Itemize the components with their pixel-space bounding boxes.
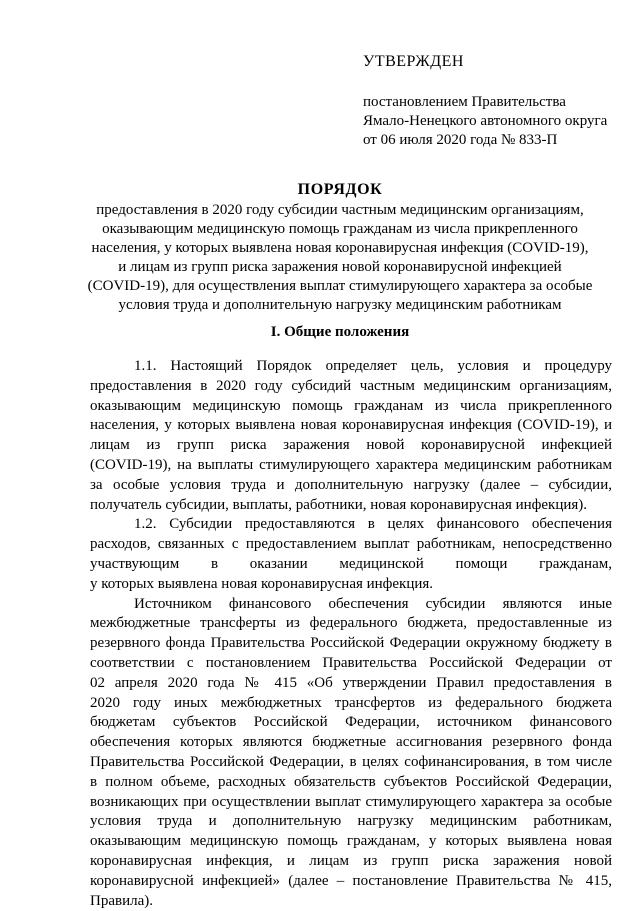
subtitle-line: предоставления в 2020 году субсидии частным медицинским организациям, <box>96 202 584 218</box>
text-line: предоставления в 2020 году субсидий частным медицинским организациям, <box>90 377 612 394</box>
text-line: лицам из групп риска заражения новой коронавирусной инфекцией <box>90 437 612 454</box>
text-line: получатель субсидии, выплаты, работники, новая коронавирусная инфекция). <box>90 496 588 513</box>
text-line: бюджетам субъектов Российской Федерации, источником финансового <box>90 714 612 731</box>
paragraph-funding-source <box>90 595 612 911</box>
text-line: 2020 году иных межбюджетных трансфертов из федерального бюджета <box>90 694 612 711</box>
text-line: резервного фонда Правительства Российской Федерации окружному бюджету в <box>90 635 612 652</box>
subtitle-line: населения, у которых выявлена новая коронавирусная инфекция (COVID-19), <box>91 240 589 256</box>
text-line: Источником финансового обеспечения субсидии являются иные <box>134 595 612 612</box>
text-line: Правительства Российской Федерации, в целях софинансирования, в том числе <box>90 753 612 770</box>
subtitle-line: оказывающим медицинскую помощь гражданам из числа прикрепленного <box>102 221 578 237</box>
text-line: оказывающим медицинскую помощь гражданам из числа прикрепленного <box>90 397 612 414</box>
text-line: коронавирусной инфекцией» (далее – постановление Правительства № 415, <box>90 872 612 889</box>
paragraph-1-2 <box>90 515 612 594</box>
section-heading: I. Общие положения <box>270 324 410 340</box>
text-line: 02 апреля 2020 года № 415 «Об утверждении Правил предоставления в <box>90 674 612 691</box>
text-line: в полном объеме, расходных обязательств субъектов Российской Федерации, <box>90 773 612 790</box>
text-line: за особые условия труда и дополнительную нагрузку (далее – субсидии, <box>90 476 612 493</box>
text-line: у которых выявлена новая коронавирусная инфекция. <box>90 575 434 592</box>
approval-line: постановлением Правительства <box>363 94 566 110</box>
text-line: (COVID-19), на выплаты стимулирующего характера медицинским работникам <box>90 456 612 473</box>
text-line: 1.2. Субсидии предоставляются в целях финансового обеспечения <box>134 516 612 533</box>
document-title: ПОРЯДОК <box>297 181 383 198</box>
text-line: населения, у которых выявлена новая коронавирусная инфекция (COVID-19), и <box>90 417 612 434</box>
text-line: расходов, связанных с предоставлением выплат работникам, непосредственно <box>90 536 612 553</box>
approval-line: от 06 июля 2020 года № 833-П <box>363 132 558 148</box>
text-line: оказывающим медицинскую помощь гражданам, у которых выявлена новая <box>90 833 612 850</box>
subtitle-line: (COVID-19), для осуществления выплат стимулирующего характера за особые <box>87 278 593 294</box>
approval-line: Ямало-Ненецкого автономного округа <box>363 113 608 129</box>
text-line: Правила). <box>90 892 153 909</box>
text-line: 1.1. Настоящий Порядок определяет цель, условия и процедуру <box>134 358 612 374</box>
text-line: участвующим в оказании медицинской помощи гражданам, <box>90 555 612 572</box>
approved-label: УТВЕРЖДЕН <box>363 53 464 70</box>
subtitle-line: условия труда и дополнительную нагрузку медицинским работникам <box>118 297 562 313</box>
document-body <box>90 357 612 911</box>
document-title-block <box>80 180 600 315</box>
text-line: коронавирусная инфекция, и лицам из групп риска заражения новой <box>90 852 612 869</box>
text-line: возникающих при осуществлении выплат стимулирующего характера за особые <box>90 793 612 810</box>
text-line: обеспечения которых являются бюджетные ассигнования резервного фонда <box>90 734 612 751</box>
paragraph-1-1 <box>90 357 612 515</box>
subtitle-line: и лицам из групп риска заражения новой коронавирусной инфекцией <box>118 259 562 275</box>
approval-stamp <box>363 52 623 150</box>
text-line: условия труда и дополнительную нагрузку медицинским работникам, <box>90 813 612 830</box>
text-line: межбюджетные трансферты из федерального бюджета, предоставленные из <box>90 615 612 632</box>
text-line: соответствии с постановлением Правительства Российской Федерации от <box>90 654 612 671</box>
